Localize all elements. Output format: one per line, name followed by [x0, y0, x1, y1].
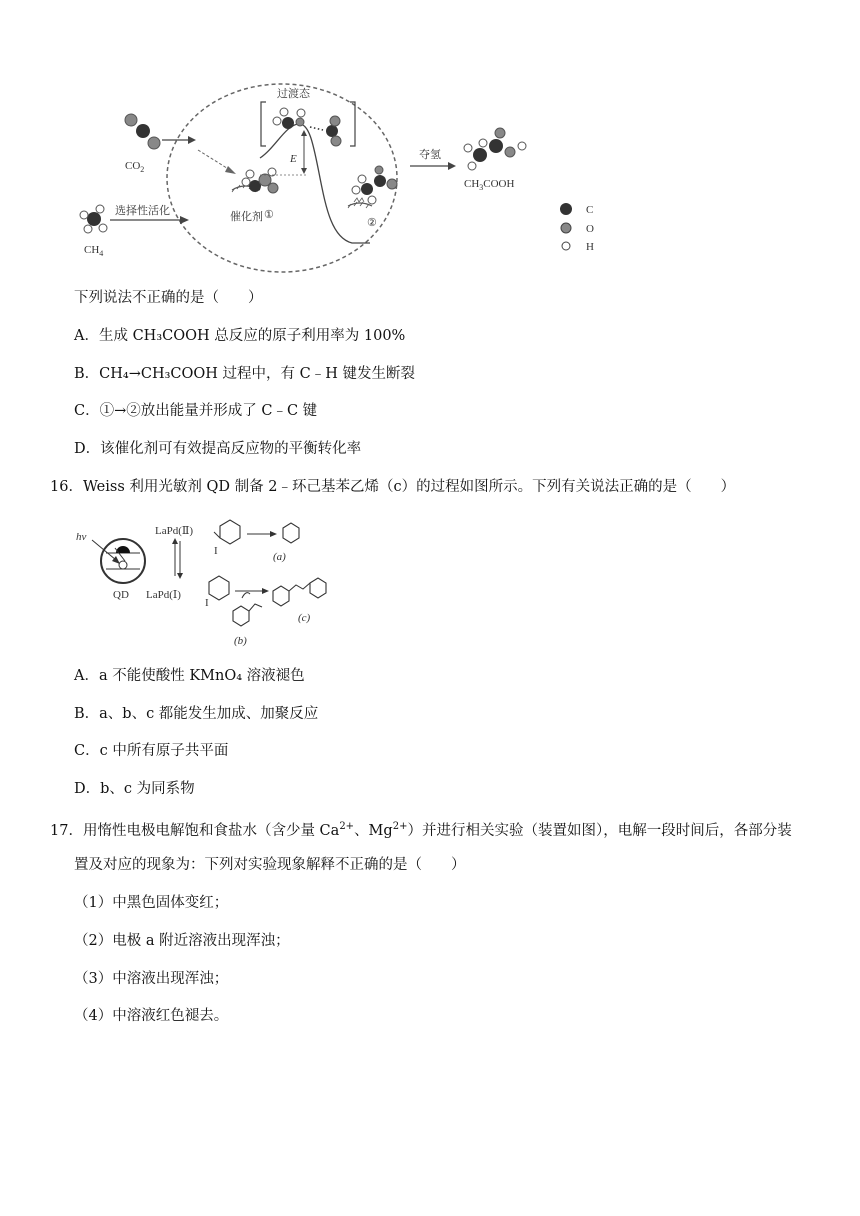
iodide-label-1: I [214, 545, 218, 557]
q17-item-4: （4）中溶液红色褪去。 [74, 1008, 229, 1024]
q15-option-c[interactable]: C．①→②放出能量并形成了 C﹣C 键 [74, 403, 318, 419]
legend-oxygen-swatch [561, 223, 571, 233]
atom-legend [560, 203, 594, 253]
transition-state-label: 过渡态 [277, 88, 310, 100]
co2-label: $CO_2$ [125, 160, 145, 174]
legend-hydrogen-label: H [586, 241, 594, 253]
step-1-marker: ① [264, 209, 274, 221]
dehydrogenation-label: 夺氢 [419, 149, 441, 161]
acetic-acid-molecule [464, 128, 526, 170]
compound-b-label: (b) [234, 635, 247, 647]
lapd-ii-label: LaPd(Ⅱ) [155, 525, 194, 537]
iodide-label-2: I [205, 597, 209, 609]
q17-item-1: （1）中黑色固体变红； [74, 895, 229, 911]
photosensitizer-scheme-figure [70, 506, 350, 656]
product-c-cyclohexyl [310, 578, 326, 598]
reaction-mechanism-figure [70, 78, 630, 280]
compound-c-label: (c) [298, 612, 311, 624]
product-c-benzene [273, 586, 289, 606]
legend-carbon-label: C [586, 204, 594, 216]
lapd-i-label: LaPd(Ⅰ) [146, 589, 181, 601]
qd-label: QD [113, 589, 129, 601]
q17-stem-line-2: 置及对应的现象为：下列对实验现象解释不正确的是（ ） [74, 857, 466, 873]
compound-a-label: (a) [273, 551, 286, 563]
acetic-acid-label: $CH_3COOH$ [464, 178, 515, 192]
legend-carbon-swatch [560, 203, 572, 215]
cyclohexyl-ring-1 [220, 520, 240, 544]
activation-label: 选择性活化 [115, 205, 170, 217]
step-2-marker: ② [367, 217, 377, 229]
adsorbed-intermediate-1 [242, 168, 278, 193]
q16-option-a[interactable]: A．a 不能使酸性 KMnO₄ 溶液褪色 [74, 668, 305, 684]
catalyst-label: 催化剂 [230, 211, 263, 223]
q17-item-3: （3）中溶液出现浑浊； [74, 971, 229, 987]
q16-stem: 16．Weiss 利用光敏剂 QD 制备 2﹣环己基苯乙烯（c）的过程如图所示。下列有关说法正确的是（ ） [50, 479, 736, 495]
ch4-label: $CH_4$ [84, 244, 104, 258]
q15-option-a[interactable]: A．生成 CH₃COOH 总反应的原子利用率为 100% [74, 328, 406, 344]
cyclohexane-a [283, 523, 299, 543]
legend-hydrogen-swatch [562, 242, 570, 250]
transition-state-structure [273, 108, 341, 146]
co2-molecule [125, 114, 160, 149]
energy-profile [260, 124, 370, 243]
legend-oxygen-label: O [586, 223, 594, 235]
styrene-b [233, 606, 249, 626]
q17-item-2: （2）电极 a 附近溶液出现浑浊； [74, 933, 290, 949]
hv-label: hν [76, 531, 87, 543]
q16-option-d[interactable]: D．b、c 为同系物 [74, 781, 195, 797]
q16-option-c[interactable]: C．c 中所有原子共平面 [74, 743, 229, 759]
q16-option-b[interactable]: B．a、b、c 都能发生加成、加聚反应 [74, 706, 319, 722]
adsorbed-intermediate-2 [352, 166, 397, 204]
activation-energy-label: E [290, 153, 297, 165]
q15-prompt: 下列说法不正确的是（ ） [74, 290, 263, 306]
q15-option-d[interactable]: D．该催化剂可有效提高反应物的平衡转化率 [74, 441, 362, 457]
ch4-molecule [80, 205, 107, 233]
q17-stem-line-1: 17．用惰性电极电解饱和食盐水（含少量 $Ca^{2+}$、$Mg^{2+}$）并进行相关实验（装置如图），电解一段时间后，各部分装 [50, 821, 792, 839]
q15-option-b[interactable]: B．CH₄→CH₃COOH 过程中，有 C﹣H 键发生断裂 [74, 366, 415, 382]
cyclohexyl-ring-2 [209, 576, 229, 600]
